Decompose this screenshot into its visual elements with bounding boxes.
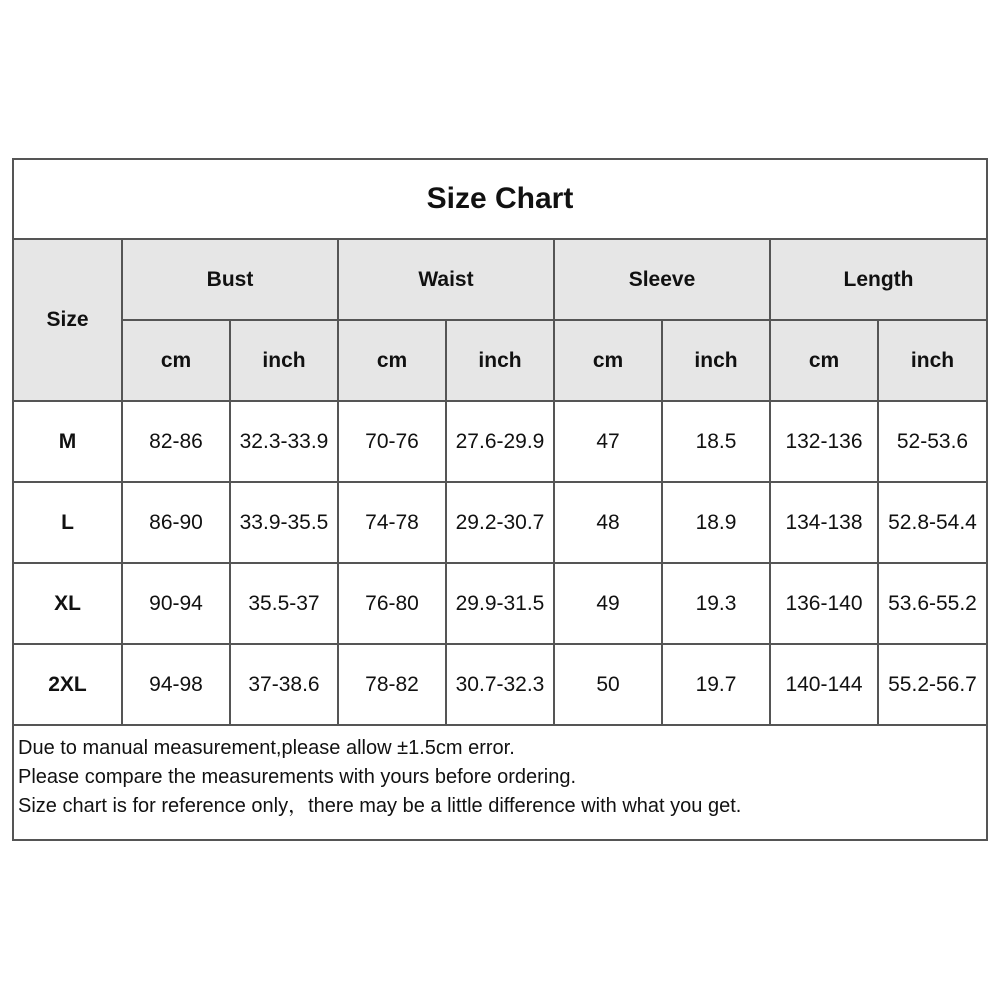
table-cell: 27.6-29.9 xyxy=(446,401,554,482)
unit-header: inch xyxy=(878,320,986,401)
size-cell: XL xyxy=(14,563,122,644)
table-cell: 132-136 xyxy=(770,401,878,482)
table-cell: 35.5-37 xyxy=(230,563,338,644)
table-cell: 78-82 xyxy=(338,644,446,724)
unit-header: cm xyxy=(554,320,662,401)
unit-header: inch xyxy=(446,320,554,401)
table-cell: 94-98 xyxy=(122,644,230,724)
group-header-sleeve: Sleeve xyxy=(554,240,770,320)
note-line: Please compare the measurements with yours before ordering. xyxy=(18,766,577,788)
table-cell: 19.7 xyxy=(662,644,770,724)
unit-header: inch xyxy=(662,320,770,401)
table-cell: 140-144 xyxy=(770,644,878,724)
note-line: Size chart is for reference only，there may be a little difference with what you get. xyxy=(18,795,742,817)
table-cell: 50 xyxy=(554,644,662,724)
size-cell: M xyxy=(14,401,122,482)
table-row xyxy=(14,482,986,563)
group-header-length: Length xyxy=(770,240,986,320)
header-row-groups xyxy=(14,240,986,320)
table-cell: 49 xyxy=(554,563,662,644)
unit-header: cm xyxy=(338,320,446,401)
table-cell: 18.9 xyxy=(662,482,770,563)
table-cell: 48 xyxy=(554,482,662,563)
table-cell: 18.5 xyxy=(662,401,770,482)
table-cell: 82-86 xyxy=(122,401,230,482)
table-row xyxy=(14,563,986,644)
table-cell: 74-78 xyxy=(338,482,446,563)
table-row xyxy=(14,644,986,724)
table-cell: 29.2-30.7 xyxy=(446,482,554,563)
table-cell: 90-94 xyxy=(122,563,230,644)
unit-header: cm xyxy=(122,320,230,401)
size-cell: L xyxy=(14,482,122,563)
table-cell: 52-53.6 xyxy=(878,401,986,482)
unit-header: inch xyxy=(230,320,338,401)
note-line: Due to manual measurement,please allow ±1.5cm error. xyxy=(18,737,515,759)
table-cell: 47 xyxy=(554,401,662,482)
header-row-units xyxy=(14,320,986,401)
table-row xyxy=(14,401,986,482)
table-cell: 86-90 xyxy=(122,482,230,563)
table-cell: 30.7-32.3 xyxy=(446,644,554,724)
notes xyxy=(14,724,986,839)
unit-header: cm xyxy=(770,320,878,401)
chart-title: Size Chart xyxy=(14,160,986,240)
group-header-waist: Waist xyxy=(338,240,554,320)
table-cell: 32.3-33.9 xyxy=(230,401,338,482)
table-cell: 53.6-55.2 xyxy=(878,563,986,644)
table-cell: 70-76 xyxy=(338,401,446,482)
table-cell: 33.9-35.5 xyxy=(230,482,338,563)
table-cell: 55.2-56.7 xyxy=(878,644,986,724)
group-header-bust: Bust xyxy=(122,240,338,320)
size-cell: 2XL xyxy=(14,644,122,724)
table-cell: 19.3 xyxy=(662,563,770,644)
table-cell: 134-138 xyxy=(770,482,878,563)
size-table xyxy=(14,240,986,724)
table-cell: 52.8-54.4 xyxy=(878,482,986,563)
size-header: Size xyxy=(14,240,122,401)
table-cell: 37-38.6 xyxy=(230,644,338,724)
table-cell: 76-80 xyxy=(338,563,446,644)
size-chart xyxy=(12,158,988,841)
table-cell: 29.9-31.5 xyxy=(446,563,554,644)
table-cell: 136-140 xyxy=(770,563,878,644)
